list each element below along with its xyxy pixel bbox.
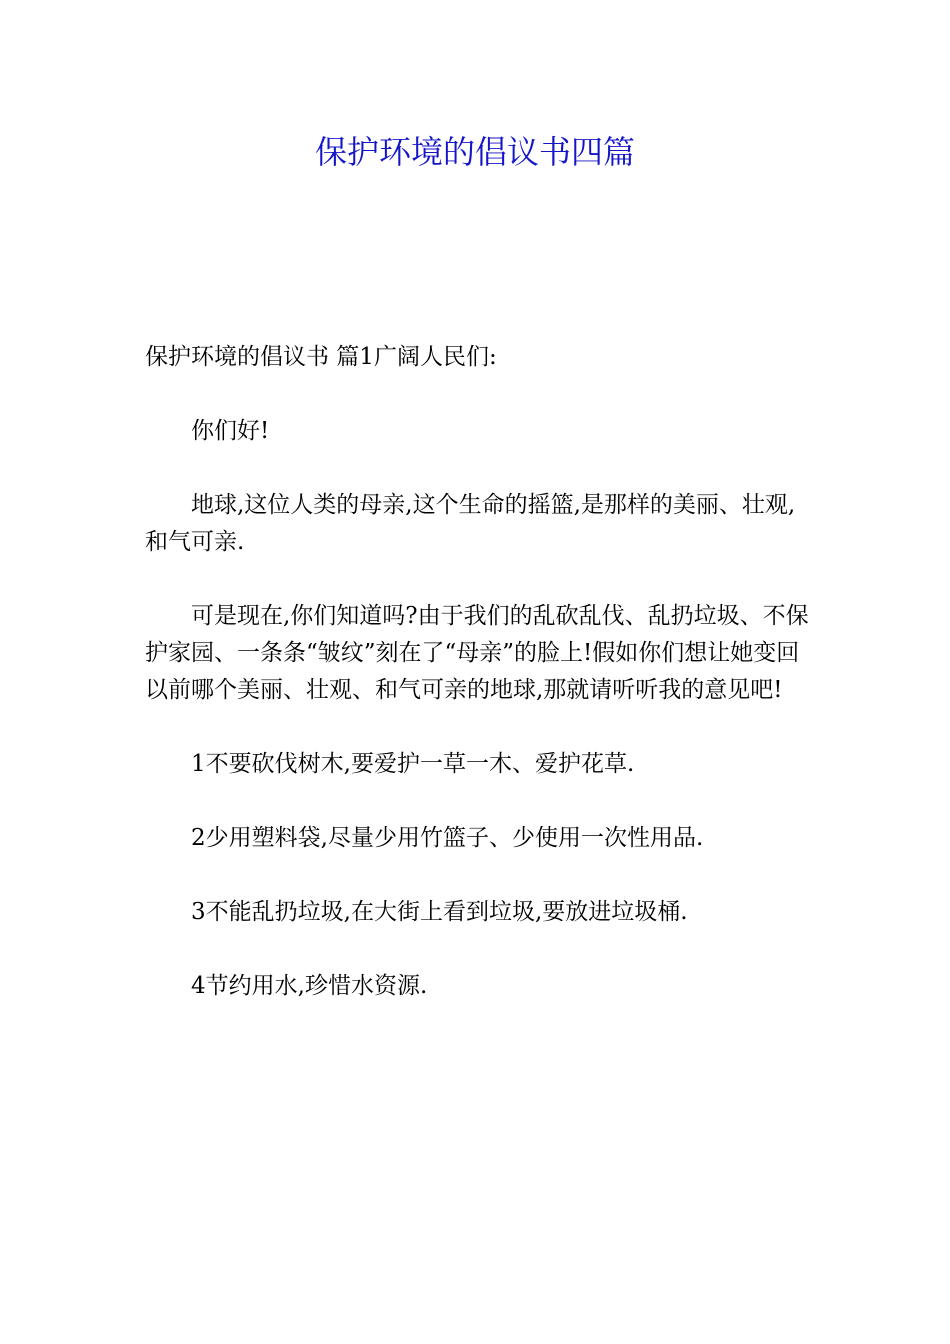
document-body	[145, 339, 809, 1042]
paragraph-item-3: 3不能乱扔垃圾,在大街上看到垃圾,要放进垃圾桶.	[191, 899, 688, 925]
document-title: 保护环境的倡议书四篇	[314, 133, 635, 171]
paragraph-earth-description: 地球,这位人类的母亲,这个生命的摇篮,是那样的美丽、壮观,和气可亲.	[145, 492, 796, 555]
paragraph-item-1: 1不要砍伐树木,要爱护一草一木、爱护花草.	[191, 751, 635, 777]
paragraph-item-4: 4节约用水,珍惜水资源.	[191, 973, 428, 999]
paragraph-item-2: 2少用塑料袋,尽量少用竹篮子、少使用一次性用品.	[191, 825, 704, 851]
paragraph-heading: 保护环境的倡议书 篇1广阔人民们:	[145, 344, 497, 370]
paragraph-problem: 可是现在,你们知道吗?由于我们的乱砍乱伐、乱扔垃圾、不保护家园、一条条“皱纹”刻在了“母亲”的脸上!假如你们想让她变回以前哪个美丽、壮观、和气可亲的地球,那就请听听我的意见吧!	[145, 603, 809, 703]
paragraph-greeting: 你们好!	[191, 418, 270, 444]
